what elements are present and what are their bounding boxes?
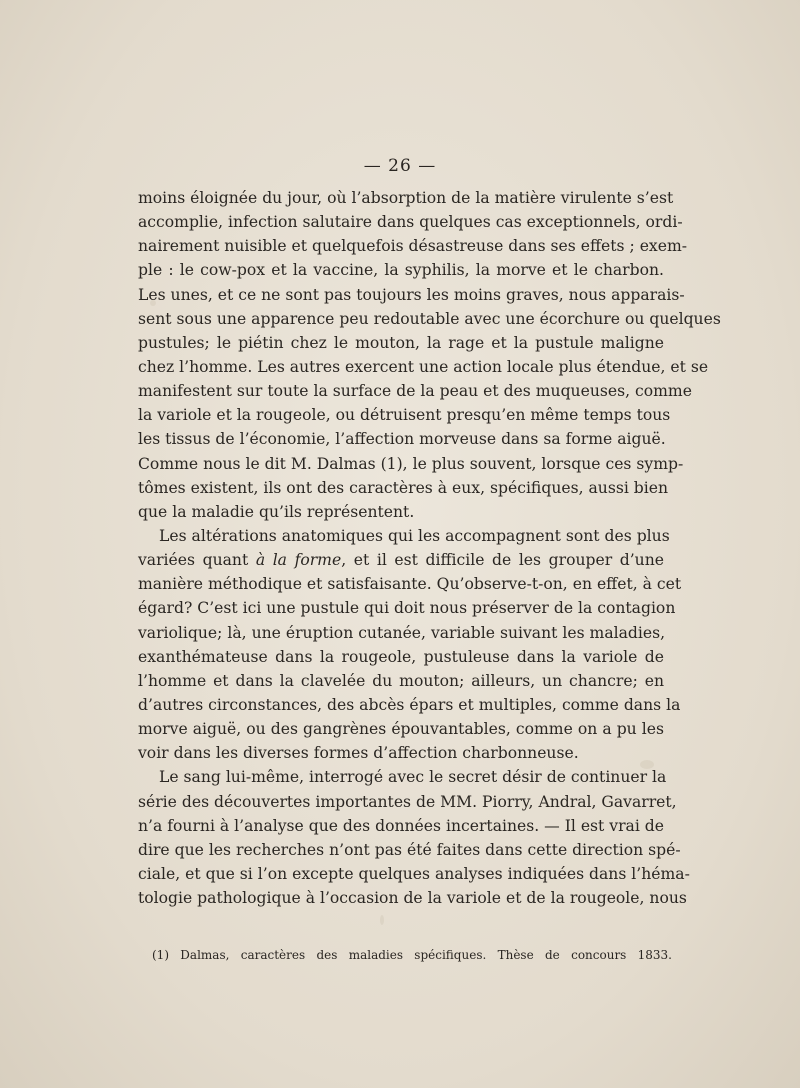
text-line: pustules; le piétin chez le mouton, la rage et la pustule maligne xyxy=(138,333,664,352)
text-line: variolique; là, une éruption cutanée, variable suivant les maladies, xyxy=(138,623,666,642)
text-line: Le sang lui-même, interrogé avec le secret désir de continuer la xyxy=(159,768,667,787)
text-line: n’a fourni à l’analyse que des données incertaines. — Il est vrai de xyxy=(138,816,664,835)
text-line: les tissus de l’économie, l’affection morveuse dans sa forme aiguë. xyxy=(138,430,666,449)
text-line: ciale, et que si l’on excepte quelques analyses indiquées dans l’héma- xyxy=(138,864,690,883)
text-line: manifestent sur toute la surface de la peau et des muqueuses, comme xyxy=(138,382,692,401)
text-line: Les unes, et ce ne sont pas toujours les moins graves, nous apparais- xyxy=(138,285,685,304)
text-line: manière méthodique et satisfaisante. Qu’observe-t-on, en effet, à cet xyxy=(138,575,682,594)
text-line: accomplie, infection salutaire dans quelques cas exceptionnels, ordi- xyxy=(138,213,683,232)
text-line: tômes existent, ils ont des caractères à eux, spécifiques, aussi bien xyxy=(138,478,669,497)
text-line: morve aiguë, ou des gangrènes épouvantables, comme on a pu les xyxy=(138,720,664,739)
text-line: chez l’homme. Les autres exercent une action locale plus étendue, et se xyxy=(138,357,709,376)
text-line: dire que les recherches n’ont pas été faites dans cette direction spé- xyxy=(138,840,681,859)
text-line: la variole et la rougeole, ou détruisent presqu’en même temps tous xyxy=(138,406,671,425)
text-line: ple : le cow-pox et la vaccine, la syphilis, la morve et le charbon. xyxy=(138,261,664,280)
body-text xyxy=(138,186,721,910)
text-line: que la maladie qu’ils représentent. xyxy=(138,502,415,521)
text-line: d’autres circonstances, des abcès épars et multiples, comme dans la xyxy=(138,695,681,714)
text-line: Comme nous le dit M. Dalmas (1), le plus souvent, lorsque ces symp- xyxy=(138,454,684,473)
text-line: série des découvertes importantes de MM. Piorry, Andral, Gavarret, xyxy=(138,792,677,811)
text-line: sent sous une apparence peu redoutable avec une écorchure ou quelques xyxy=(138,309,721,328)
text-line: l’homme et dans la clavelée du mouton; ailleurs, un chancre; en xyxy=(138,671,664,690)
text-line: égard? C’est ici une pustule qui doit nous préserver de la contagion xyxy=(138,599,676,618)
page-number: — 26 — xyxy=(363,156,437,176)
text-line: voir dans les diverses formes d’affection charbonneuse. xyxy=(138,744,579,763)
paper-stain xyxy=(380,915,384,925)
text-line: nairement nuisible et quelquefois désastreuse dans ses effets ; exem- xyxy=(138,237,688,256)
footnote: (1) Dalmas, caractères des maladies spécifiques. Thèse de concours 1833. xyxy=(152,948,672,962)
text-line: tologie pathologique à l’occasion de la variole et de la rougeole, nous xyxy=(138,889,687,908)
text-line: moins éloignée du jour, où l’absorption de la matière virulente s’est xyxy=(138,189,674,207)
text-line: variées quant à la forme, et il est difficile de les grouper d’une xyxy=(138,551,664,570)
text-line: Les altérations anatomiques qui les accompagnent sont des plus xyxy=(159,526,670,545)
text-line: exanthémateuse dans la rougeole, pustuleuse dans la variole de xyxy=(138,647,664,666)
